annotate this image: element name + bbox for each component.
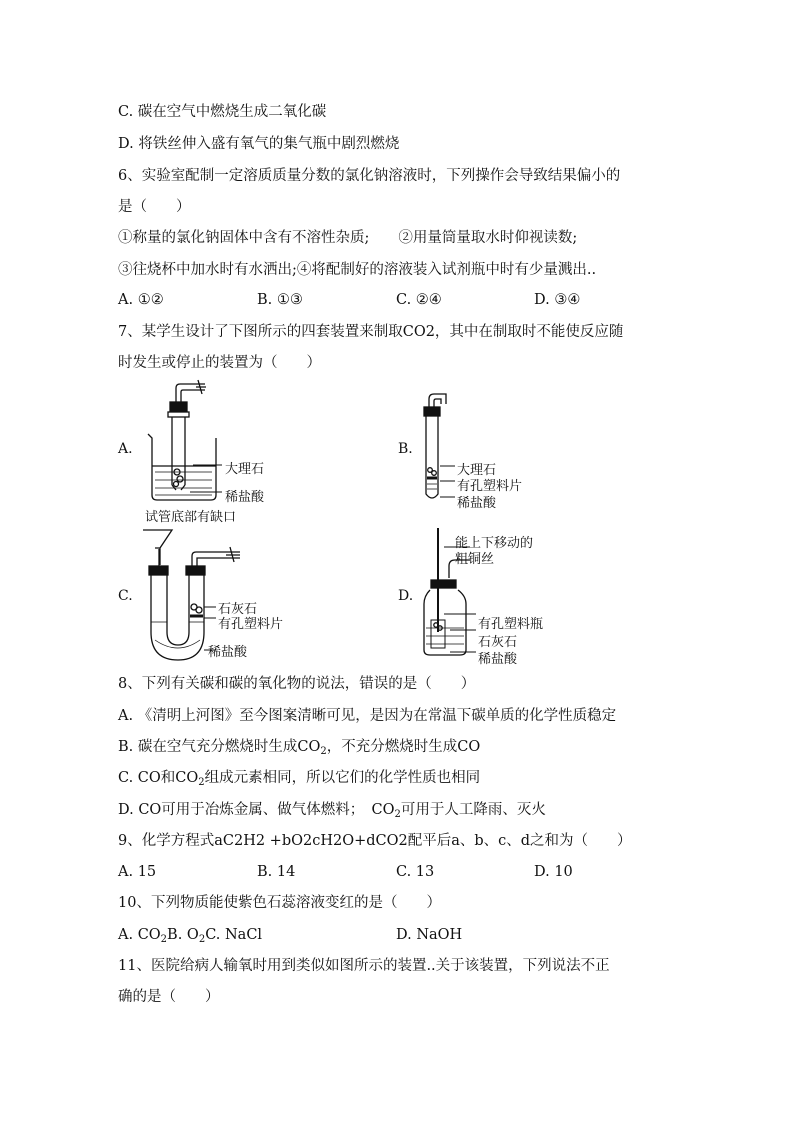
apparatus-b-label-plastic-plate: 有孔塑料片 <box>457 479 523 494</box>
subscript: 2 <box>320 746 327 757</box>
apparatus-d-label-copper-wire: 粗铜丝 <box>455 552 495 567</box>
q6-option-d: D. ③④ <box>534 292 581 308</box>
apparatus-b-letter: B. <box>398 441 413 457</box>
q10-options-abc <box>118 925 262 950</box>
q8-option-b-text1: B. 碳在空气充分燃烧时生成CO <box>118 739 321 755</box>
q10-option-d: D. NaOH <box>396 927 463 943</box>
apparatus-c-letter: C. <box>118 588 133 604</box>
q8-option-d-text2: 可用于人工降雨、灭火 <box>400 802 546 818</box>
q6-stem-line1: 6、实验室配制一定溶质质量分数的氯化钠溶液时，下列操作会导致结果偏小的 <box>118 168 621 184</box>
q10-option-a: A. CO <box>118 927 161 943</box>
q8-option-c <box>118 768 480 793</box>
q6-option-c: C. ②④ <box>396 292 442 308</box>
q7-stem-line2: 时发生或停止的装置为（ ） <box>118 355 321 371</box>
q8-option-b <box>118 737 480 762</box>
q8-option-a: A. 《清明上河图》至今图案清晰可见，是因为在常温下碳单质的化学性质稳定 <box>118 708 617 724</box>
q6-conditions-line2: ③往烧杯中加水时有水洒出;④将配制好的溶液装入试剂瓶中时有少量溅出.. <box>118 262 597 278</box>
subscript: 2 <box>394 809 401 820</box>
q9-option-b: B. 14 <box>257 864 296 880</box>
q8-stem: 8、下列有关碳和碳的氧化物的说法，错误的是（ ） <box>118 676 476 692</box>
apparatus-b-drawing <box>424 394 455 498</box>
q8-option-c-text1: C. CO和CO <box>118 770 199 786</box>
apparatus-a-label-marble: 大理石 <box>225 462 265 477</box>
q10-stem: 10、下列物质能使紫色石蕊溶液变红的是（ ） <box>118 895 441 911</box>
q6-option-b: B. ①③ <box>257 292 303 308</box>
subscript: 2 <box>160 934 168 945</box>
apparatus-a-label-tube-notch: 试管底部有缺口 <box>145 510 237 525</box>
q8-option-c-text2: 组成元素相同，所以它们的化学性质也相同 <box>204 770 481 786</box>
q10-option-c: C. NaCl <box>205 927 263 943</box>
q9-stem: 9、化学方程式aC2H2 +bO2cH2O+dCO2配平后a、b、c、d之和为（ ） <box>118 833 632 849</box>
q8-option-d-text1: D. CO可用于冶炼金属、做气体燃料； CO <box>118 802 395 818</box>
apparatus-b-label-marble: 大理石 <box>457 463 497 478</box>
q10-option-b: B. O <box>167 927 199 943</box>
q9-option-d: D. 10 <box>534 864 573 880</box>
subscript: 2 <box>198 934 206 945</box>
subscript: 2 <box>198 777 205 788</box>
apparatus-d-label-plastic-bottle: 有孔塑料瓶 <box>478 617 544 632</box>
q5-option-c: C. 碳在空气中燃烧生成二氧化碳 <box>118 104 327 120</box>
apparatus-d-label-acid: 稀盐酸 <box>478 652 518 667</box>
q8-option-d <box>118 800 546 825</box>
q6-conditions-line1: ①称量的氯化钠固体中含有不溶性杂质; ②用量筒量取水时仰视读数; <box>118 230 578 246</box>
q7-stem-line1: 7、某学生设计了下图所示的四套装置来制取CO2，其中在制取时不能使反应随 <box>118 324 624 340</box>
apparatus-a-letter: A. <box>118 441 133 457</box>
q6-option-a: A. ①② <box>118 292 164 308</box>
apparatus-a-label-acid: 稀盐酸 <box>225 490 265 505</box>
q5-option-d: D. 将铁丝伸入盛有氧气的集气瓶中剧烈燃烧 <box>118 136 400 152</box>
q8-option-b-text2: ，不充分燃烧时生成CO <box>326 739 481 755</box>
apparatus-d-label-limestone: 石灰石 <box>478 635 518 650</box>
q6-stem-line2: 是（ ） <box>118 199 191 215</box>
apparatus-d-letter: D. <box>398 588 414 604</box>
q9-option-a: A. 15 <box>118 864 157 880</box>
apparatus-c-label-limestone: 石灰石 <box>218 602 258 617</box>
q11-stem-line2: 确的是（ ） <box>118 989 220 1005</box>
apparatus-d-label-movable: 能上下移动的 <box>455 536 534 551</box>
apparatus-c-label-acid: 稀盐酸 <box>208 645 248 660</box>
apparatus-b-label-acid: 稀盐酸 <box>457 496 497 511</box>
apparatus-a-drawing <box>148 380 222 500</box>
apparatus-c-label-plastic-plate: 有孔塑料片 <box>218 617 284 632</box>
q9-option-c: C. 13 <box>396 864 435 880</box>
q11-stem-line1: 11、医院给病人输氧时用到类似如图所示的装置..关于该装置，下列说法不正 <box>118 958 610 974</box>
